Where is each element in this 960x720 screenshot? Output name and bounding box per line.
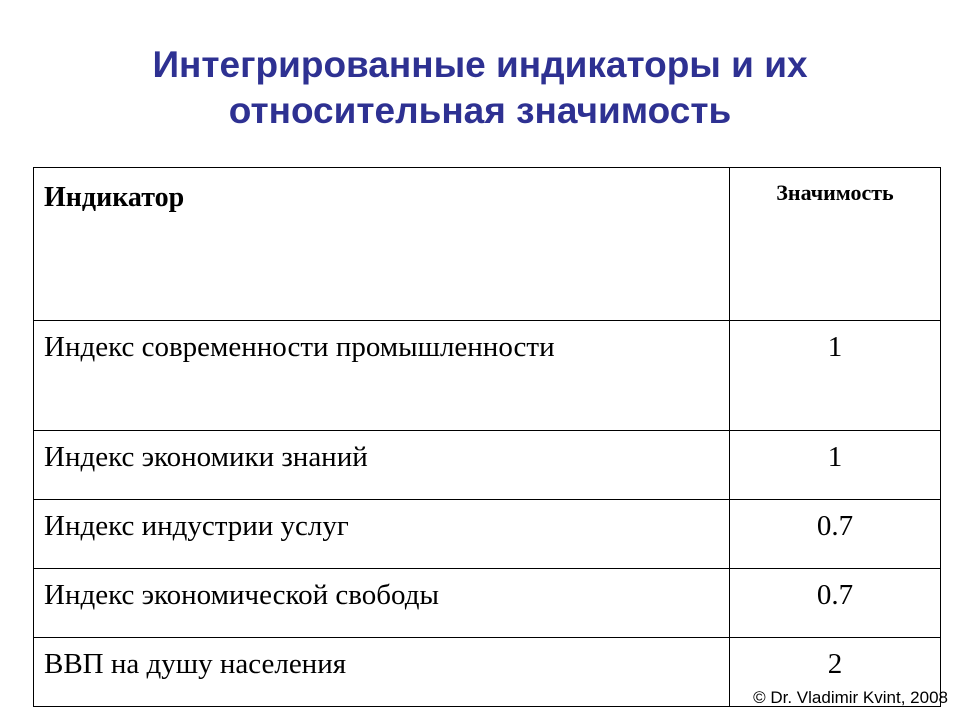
table-row [34, 321, 941, 431]
slide-title [40, 42, 920, 134]
table-header-row [34, 168, 941, 321]
significance-cell: 2 [730, 638, 941, 707]
table-row [34, 569, 941, 638]
indicator-cell: Индекс экономики знаний [34, 431, 730, 500]
significance-cell: 1 [730, 431, 941, 500]
header-indicator: Индикатор [34, 168, 730, 321]
slide-title-line-1: Интегрированные индикаторы и их [152, 44, 808, 85]
slide-title-line-2: относительная значимость [228, 90, 732, 131]
significance-cell: 0.7 [730, 569, 941, 638]
indicator-cell: Индекс экономической свободы [34, 569, 730, 638]
table-row [34, 431, 941, 500]
table-row [34, 500, 941, 569]
header-significance: Значимость [730, 168, 941, 321]
indicator-cell: Индекс индустрии услуг [34, 500, 730, 569]
indicators-table [33, 167, 941, 707]
indicator-cell: Индекс современности промышленности [34, 321, 730, 431]
copyright-notice: © Dr. Vladimir Kvint, 2008 [753, 688, 948, 707]
significance-cell: 0.7 [730, 500, 941, 569]
significance-cell: 1 [730, 321, 941, 431]
indicator-cell: ВВП на душу населения [34, 638, 730, 707]
